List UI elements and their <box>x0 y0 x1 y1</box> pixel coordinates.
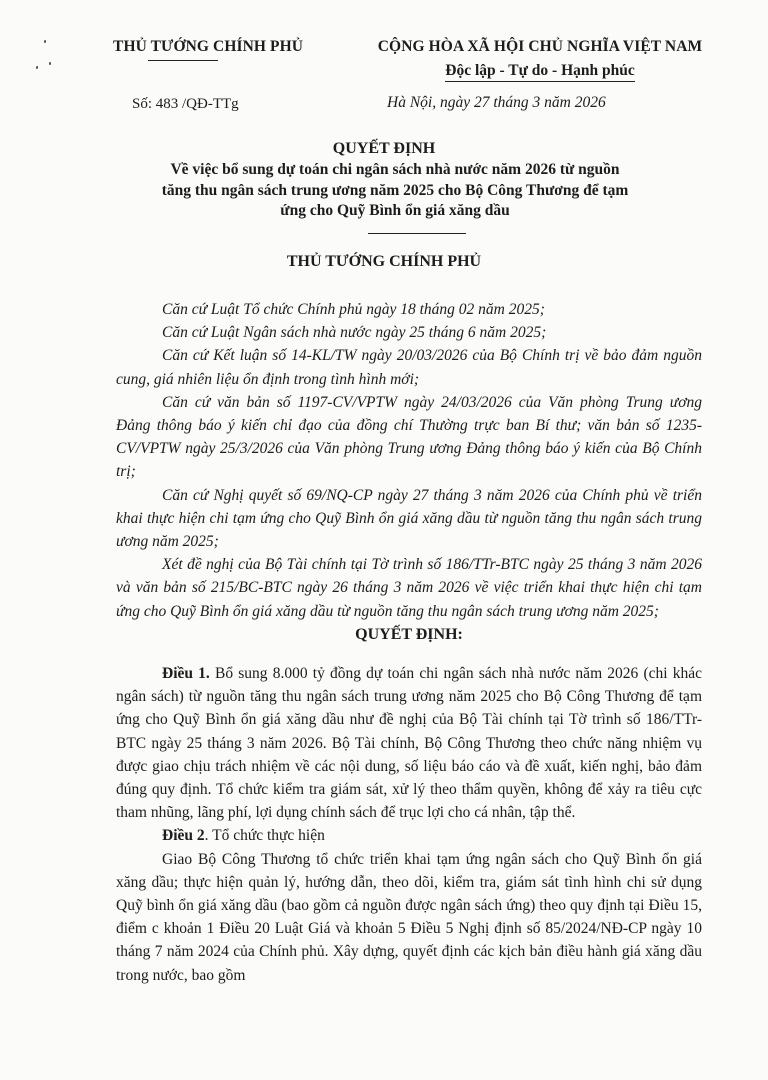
place-and-date: Hà Nội, ngày 27 tháng 3 năm 2026 <box>387 94 606 111</box>
article-2-label: Điều 2 <box>162 827 205 845</box>
document-number: Số: 483 /QĐ-TTg <box>132 96 239 112</box>
country-name: CỘNG HÒA XÃ HỘI CHỦ NGHĨA VIỆT NAM <box>377 38 703 55</box>
document-type: QUYẾT ĐỊNH <box>332 140 436 157</box>
legal-basis: Căn cứ văn bản số 1197-CV/VPTW ngày 24/03/2026 của Văn phòng Trung ương Đảng thông báo ý kiến chỉ đạo của đồng chí Thường trực ban Bí thư; văn bản số 1235-CV/VPTW ngày 25/3/2026 của Văn phòng Trung ương Đảng thông báo ý kiến của Bộ Chính trị; <box>116 393 702 481</box>
national-header <box>355 38 725 82</box>
issuer-name: THỦ TƯỚNG CHÍNH PHỦ <box>113 38 304 55</box>
article-2 <box>116 824 702 847</box>
scan-speck <box>44 40 46 43</box>
issuer-block <box>113 38 304 61</box>
legal-basis: Căn cứ Nghị quyết số 69/NQ-CP ngày 27 tháng 3 năm 2026 của Chính phủ về triển khai thực hiện chi tạm ứng cho Quỹ Bình ổn giá xăng dầu từ nguồn tăng thu ngân sách trung ương năm 2025; <box>116 486 702 551</box>
article-1-label: Điều 1. <box>162 665 210 683</box>
scan-speck <box>36 66 39 69</box>
article-2-paragraph: Giao Bộ Công Thương tổ chức triển khai tạm ứng ngân sách cho Quỹ Bình ổn giá xăng dầu; thực hiện quản lý, hướng dẫn, theo dõi, kiểm tra, giám sát tình hình chi sử dụng Quỹ bình ổn giá xăng dầu (bao gồm cả nguồn được ngân sách ứng) theo quy định tại Điều 15, điểm c khoản 1 Điều 20 Luật Giá và khoản 5 Điều 5 Nghị định số 85/2024/NĐ-CP ngày 10 tháng 7 năm 2024 của Chính phủ. Xây dựng, quyết định các kịch bản điều hành giá xăng dầu trong nước, bao gồm <box>116 850 702 984</box>
national-motto: Độc lập - Tự do - Hạnh phúc <box>445 62 634 82</box>
article-2-title: . Tổ chức thực hiện <box>204 827 325 845</box>
legal-basis: Căn cứ Luật Ngân sách nhà nước ngày 25 tháng 6 năm 2025; <box>162 324 547 342</box>
title-divider <box>368 233 466 234</box>
article-1 <box>116 662 702 824</box>
legal-basis: Căn cứ Luật Tổ chức Chính phủ ngày 18 tháng 02 năm 2025; <box>162 301 545 318</box>
article-1-text: Bổ sung 8.000 tỷ đồng dự toán chi ngân sách nhà nước năm 2026 (chi khác ngân sách) từ nguồn tăng thu ngân sách trung ương năm 2025 cho Bộ Công Thương để tạm ứng cho Quỹ Bình ổn giá xăng dầu như đề nghị của Bộ Tài chính tại Tờ trình số 186/TTr-BTC ngày 25 tháng 3 năm 2026. Bộ Tài chính, Bộ Công Thương theo chức năng nhiệm vụ được giao chịu trách nhiệm về các nội dung, số liệu báo cáo và đề xuất, kiến nghị, bảo đảm đúng quy định. Tổ chức kiểm tra giám sát, xử lý theo thẩm quyền, không để xảy ra tiêu cực tham nhũng, lãng phí, lợi dụng chính sách để trục lợi cho cá nhân, tập thể. <box>116 665 703 822</box>
decision-heading: QUYẾT ĐỊNH: <box>355 625 463 643</box>
document-body <box>116 298 702 987</box>
legal-basis: Xét đề nghị của Bộ Tài chính tại Tờ trình số 186/TTr-BTC ngày 25 tháng 3 năm 2026 và văn bản số 215/BC-BTC ngày 26 tháng 3 năm 2026 về việc triển khai thực hiện chi tạm ứng cho Quỹ Bình ổn giá xăng dầu từ nguồn tăng thu ngân sách trung ương năm 2025; <box>116 556 702 620</box>
spacer <box>116 646 702 662</box>
legal-basis: Căn cứ Kết luận số 14-KL/TW ngày 20/03/2026 của Bộ Chính trị về bảo đảm nguồn cung, giá nhiên liệu ổn định trong tình hình mới; <box>116 347 702 388</box>
issuer-underline <box>148 60 218 61</box>
issuing-authority: THỦ TƯỚNG CHÍNH PHỦ <box>286 253 482 270</box>
scan-speck <box>49 62 51 65</box>
document-subject: Về việc bổ sung dự toán chi ngân sách nhà nước năm 2026 từ nguồn tăng thu ngân sách trung ương năm 2025 cho Bộ Công Thương để tạm ứng cho Quỹ Bình ổn giá xăng dầu <box>161 161 629 219</box>
